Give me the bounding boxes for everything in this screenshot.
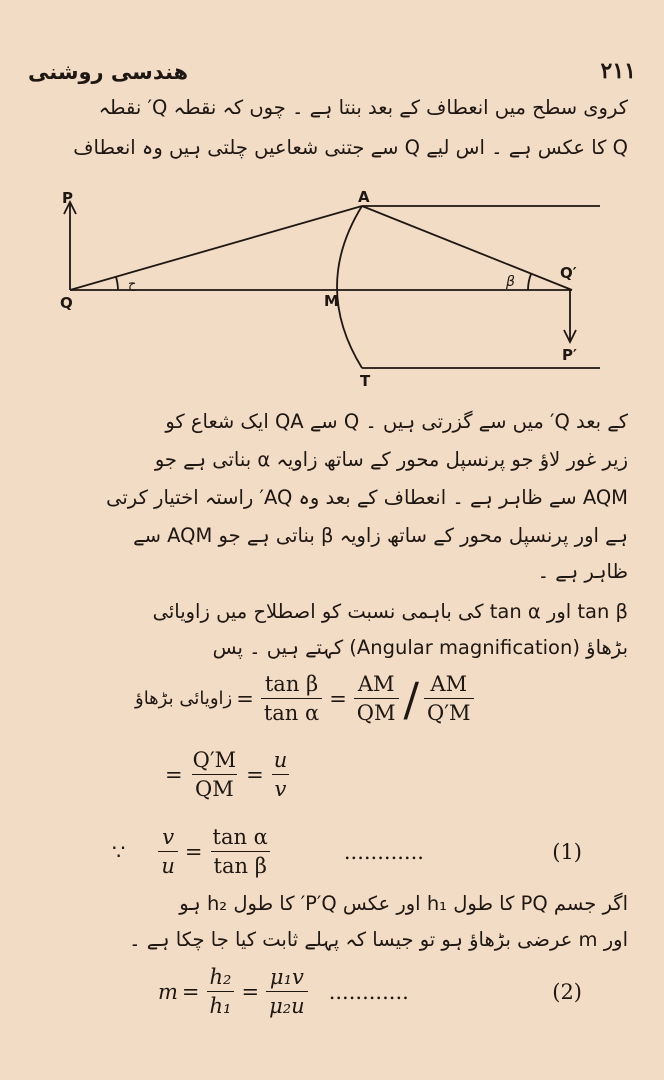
paragraph3-line-1: tan β اور tan α کی باہمی نسبت کو اصطلاح میں زاویائی (152, 600, 628, 623)
eq1-fraction-am-qm: $\frac{AM}{QM}$ (354, 672, 399, 725)
equation-ratio-u-v: = $\frac{Q'M}{QM}$ = $\frac{u}{v}$ (165, 748, 293, 801)
eq4-dots: ............ (328, 979, 409, 1004)
refraction-diagram (0, 180, 664, 395)
beta-arc (528, 274, 531, 290)
equation-2: m = $\frac{\text{h₂}}{\text{h₁}}$ = $\frac{\text{μ₁v}}{\text{μ₂u}}$ ............ (2) (158, 965, 582, 1018)
ray-AQprime (362, 206, 572, 290)
eq3-fraction-tan: $\frac{\text{tan α}}{\text{tan β}}$ (212, 825, 268, 878)
eq1-fraction-tan: $\frac{\text{tan β}}{\text{tan α}}$ (261, 672, 322, 725)
eq2-fraction-u-v: $\frac{u}{v}$ (271, 748, 291, 801)
label-alpha: ح (128, 277, 137, 292)
running-header-title: هندسی روشنی (28, 60, 189, 84)
paragraph2-line-4: ہے اور پرنسپل محور کے ساتھ زاویہ β بناتی ہے جو AQM سے (133, 524, 628, 547)
eq3-fraction-v-u: $\frac{v}{u}$ (158, 825, 178, 878)
equation-number-2: (2) (552, 979, 582, 1004)
label-A: A (358, 188, 370, 206)
paragraph2-line-5: ظاہر ہے ۔ (537, 560, 628, 583)
alpha-arc (116, 277, 118, 290)
paragraph4-line-1: اگر جسم PQ کا طول h₁ اور عکس P′Q′ کا طول h₂ ہو (179, 892, 628, 915)
equation-angular-magnification: زاویائی بڑھاؤ = $\frac{\text{tan β}}{\text{tan α}}$ = $\frac{AM}{QM}$ / $\frac{AM}{Q'M}$ (135, 672, 477, 725)
label-P-prime: P′ (562, 346, 577, 364)
paragraph4-line-2: اور m عرضی بڑھاؤ ہو تو جیسا کہ پہلے ثابت کیا جا چکا ہے ۔ (129, 928, 628, 951)
page-number: ٢١١ (600, 58, 636, 84)
therefore-symbol: ∵ (112, 839, 126, 864)
label-P: P (62, 189, 73, 207)
eq1-lhs: زاویائی بڑھاؤ (135, 688, 233, 709)
paragraph3-line-2: بڑھاؤ (Angular magnification) کہتے ہیں ۔ پس (212, 636, 628, 659)
paragraph2-line-1: کے بعد Q′ میں سے گزرتی ہیں ۔ Q سے QA ایک شعاع کو (165, 410, 628, 433)
eq4-fraction-mu: $\frac{\text{μ₁v}}{\text{μ₂u}}$ (266, 965, 308, 1018)
paragraph2-line-3: AQM سے ظاہر ہے ۔ انعطاف کے بعد وہ AQ′ راستہ اختیار کرتی (106, 486, 628, 509)
eq3-dots: ............ (343, 839, 424, 864)
equation-1: ∵ $\frac{v}{u}$ = $\frac{\text{tan α}}{\text{tan β}}$ ............ (1) (112, 825, 582, 878)
equation-number-1: (1) (552, 839, 582, 864)
spherical-surface (337, 206, 362, 368)
eq2-fraction-qprime-m: $\frac{Q'M}{QM}$ (192, 748, 237, 801)
label-M: M (324, 292, 339, 310)
ray-QA (70, 206, 362, 290)
label-Q-prime: Q′ (560, 264, 577, 282)
eq4-m: m (158, 979, 178, 1004)
label-Q: Q (60, 294, 73, 312)
paragraph2-line-2: زیر غور لاؤ جو پرنسپل محور کے ساتھ زاویہ α بناتی ہے جو (154, 448, 628, 471)
label-T: T (360, 372, 371, 390)
eq1-fraction-am-qprime-m: $\frac{AM}{Q'M}$ (424, 672, 474, 725)
paragraph1-line-1: کروی سطح میں انعطاف کے بعد بنتا ہے ۔ چوں کہ نقطہ Q′ نقطہ (98, 96, 628, 119)
eq4-fraction-h: $\frac{\text{h₂}}{\text{h₁}}$ (207, 965, 235, 1018)
paragraph1-line-2: Q کا عکس ہے ۔ اس لیے Q سے جتنی شعاعیں چلتی ہیں وہ انعطاف (73, 136, 628, 159)
label-beta: β (506, 274, 515, 290)
